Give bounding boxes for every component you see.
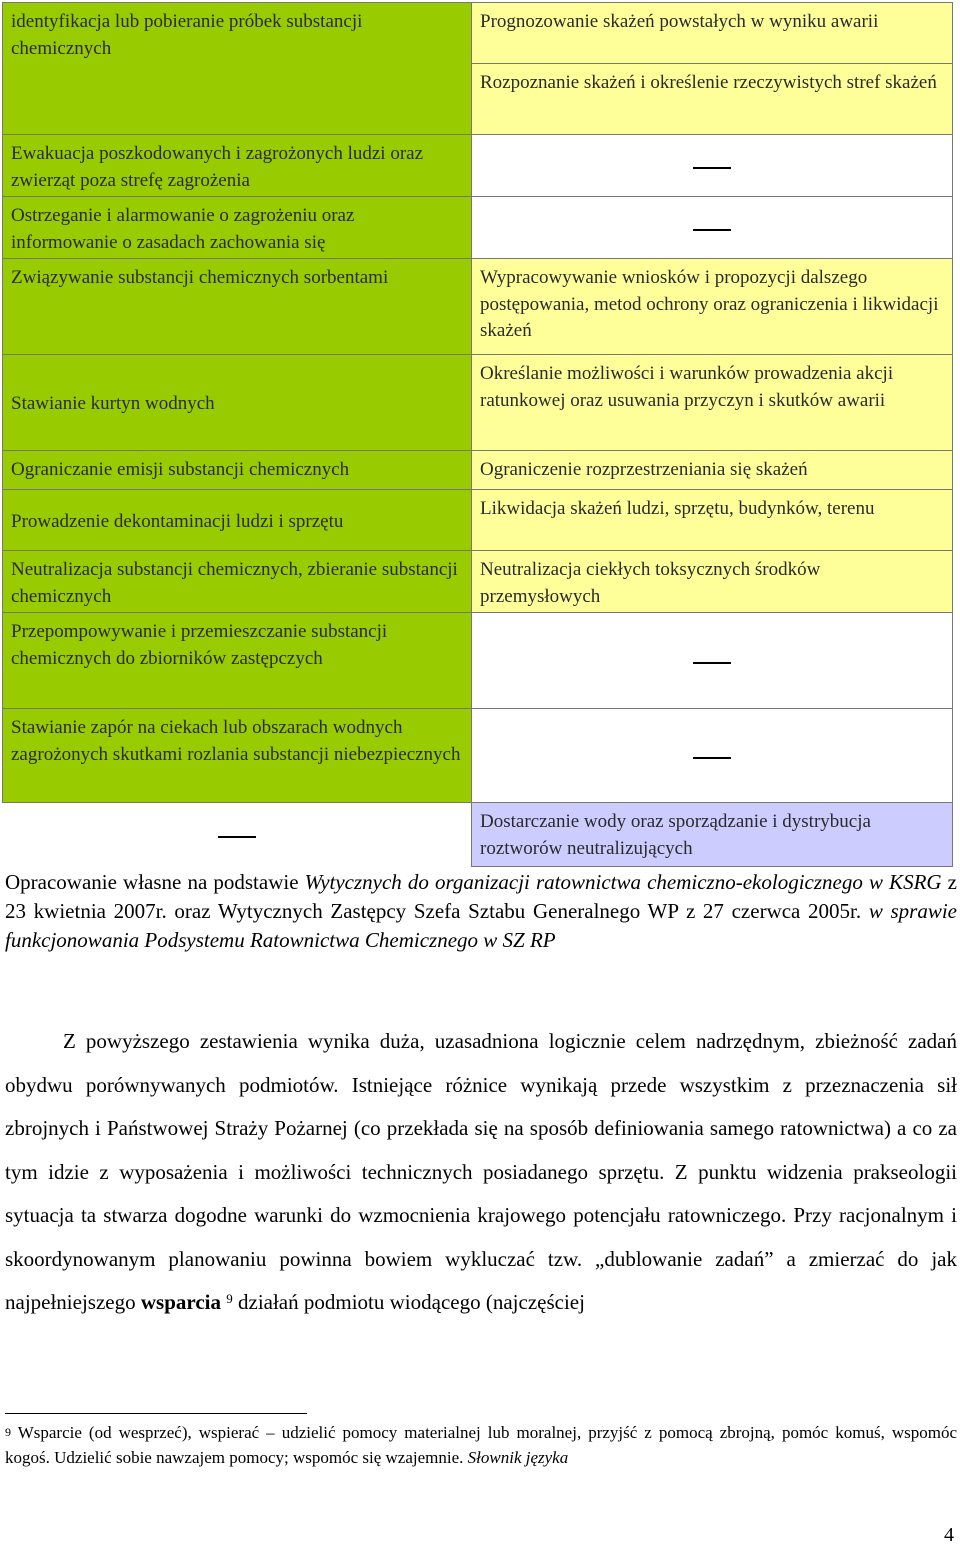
table-cell-left: identyfikacja lub pobieranie próbek substancji chemicznych (3, 3, 472, 135)
table-cell-left: Stawianie kurtyn wodnych (3, 355, 472, 451)
table-cell-left: Prowadzenie dekontaminacji ludzi i sprzętu (3, 490, 472, 551)
table-cell-right: Określanie możliwości i warunków prowadzenia akcji ratunkowej oraz usuwania przyczyn i skutków awarii (472, 355, 953, 451)
table-cell-right-empty (472, 197, 953, 259)
footnote-number: 9 (5, 1425, 11, 1439)
table-cell-left-empty (3, 803, 472, 867)
table-cell-left: Ograniczanie emisji substancji chemicznych (3, 451, 472, 490)
paragraph-text: działań podmiotu wiodącego (najczęściej (232, 1290, 585, 1314)
table-cell-right: Ograniczenie rozprzestrzeniania się skażeń (472, 451, 953, 490)
table-cell-right-empty (472, 709, 953, 803)
table-cell-right: Dostarczanie wody oraz sporządzanie i dystrybucja roztworów neutralizujących (472, 803, 953, 867)
source-italic-title: Wytycznych do organizacji ratownictwa chemiczno-ekologicznego w KSRG (304, 870, 942, 894)
table-cell-right: Prognozowanie skażeń powstałych w wyniku awarii (472, 3, 953, 64)
footnote (5, 1420, 957, 1470)
comparison-table (2, 2, 953, 867)
paragraph-text: Z powyższego zestawienia wynika duża, uzasadniona logicznie celem nadrzędnym, zbieżność zadań obydwu porównywanych podmiotów. Istniejące różnice wynikają przede wszystkim z przeznaczenia sił zbrojnych i Państwowej Straży Pożarnej (co przekłada się na sposób definiowania samego ratownictwa) a co za tym idzie z wyposażenia i możliwości technicznych posiadanego sprzętu. Z punktu widzenia prakseologii sytuacja ta stwarza dogodne warunki do wzmocnienia krajowego potencjału ratowniczego. Przy racjonalnym i skoordynowanym planowaniu powinna bowiem wykluczać tzw. „dublowanie zadań” a zmierzać do jak najpełniejszego (5, 1029, 957, 1314)
footnote-separator (5, 1413, 307, 1414)
dash-mark (693, 229, 731, 231)
bold-term: wsparcia (140, 1290, 221, 1314)
body-paragraph (5, 1020, 957, 1325)
page-number: 4 (944, 1524, 954, 1546)
dash-mark (693, 757, 731, 759)
table-cell-right-empty (472, 135, 953, 197)
table-cell-right: Wypracowywanie wniosków i propozycji dalszego postępowania, metod ochrony oraz ograniczenia i likwidacji skażeń (472, 259, 953, 355)
footnote-text: Wsparcie (od wesprzeć), wspierać – udzielić pomocy materialnej lub moralnej, przyjść z pomocą zbrojną, pomóc komuś, wspomóc kogoś. Udzielić sobie nawzajem pomocy; wspomóc się wzajemnie. (5, 1423, 957, 1467)
table-cell-right: Likwidacja skażeń ludzi, sprzętu, budynków, terenu (472, 490, 953, 551)
source-text: Opracowanie własne na podstawie (5, 870, 305, 894)
table-cell-left: Związywanie substancji chemicznych sorbentami (3, 259, 472, 355)
table-cell-left: Neutralizacja substancji chemicznych, zbieranie substancji chemicznych (3, 551, 472, 613)
footnote-reference[interactable]: 9 (226, 1291, 233, 1306)
dash-mark (693, 167, 731, 169)
table-cell-left: Ostrzeganie i alarmowanie o zagrożeniu oraz informowanie o zasadach zachowania się (3, 197, 472, 259)
table-cell-left: Stawianie zapór na ciekach lub obszarach wodnych zagrożonych skutkami rozlania substancji niebezpiecznych (3, 709, 472, 803)
table-cell-right: Rozpoznanie skażeń i określenie rzeczywistych stref skażeń (472, 64, 953, 135)
table-cell-right-empty (472, 613, 953, 709)
source-italic-title: w sprawie funkcjonowania Podsystemu Ratownictwa Chemicznego w SZ RP (5, 899, 957, 952)
dash-mark (218, 836, 256, 838)
table-source-note (5, 868, 957, 955)
table-cell-left: Ewakuacja poszkodowanych i zagrożonych ludzi oraz zwierząt poza strefę zagrożenia (3, 135, 472, 197)
table-cell-right: Neutralizacja ciekłych toksycznych środków przemysłowych (472, 551, 953, 613)
dash-mark (693, 662, 731, 664)
footnote-italic: Słownik języka (467, 1448, 569, 1467)
source-text: z 23 kwietnia 2007r. oraz Wytycznych Zastępcy Szefa Sztabu Generalnego WP z 27 czerwca 2005r. (5, 870, 957, 923)
table-cell-left: Przepompowywanie i przemieszczanie substancji chemicznych do zbiorników zastępczych (3, 613, 472, 709)
